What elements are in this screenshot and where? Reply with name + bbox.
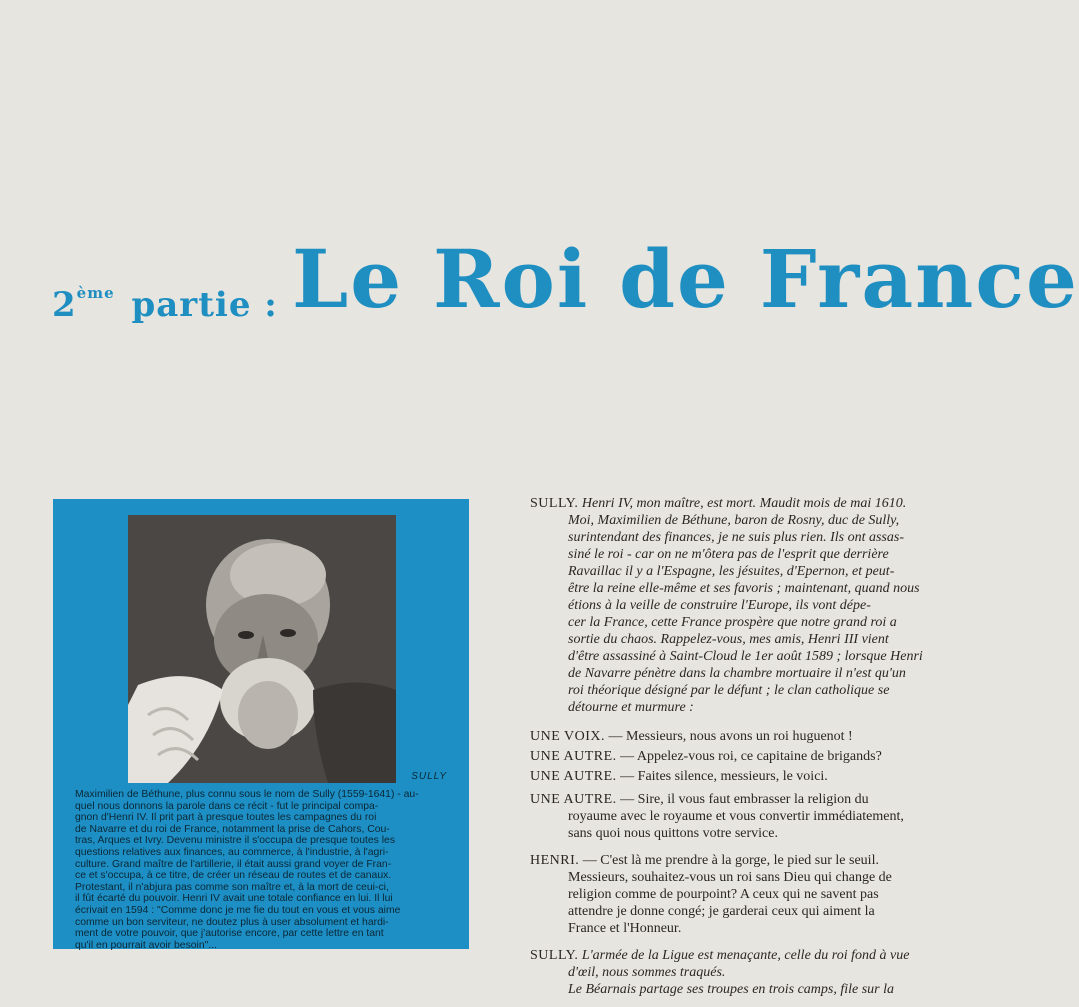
bio-line: de Navarre et du roi de France, notamment la prise de Cahors, Cou- bbox=[75, 823, 390, 835]
dialogue-line: surintendant des finances, je ne suis plus rien. Ils ont assas- bbox=[568, 530, 904, 545]
speaker-label: HENRI. bbox=[530, 853, 580, 868]
speaker-label: UNE AUTRE. bbox=[530, 749, 617, 764]
part-label: 2ème partie : bbox=[52, 284, 278, 325]
dialogue-line: détourne et murmure : bbox=[568, 700, 694, 715]
bio-line: ce et s'occupa, à ce titre, de créer un réseau de routes et de canaux. bbox=[75, 870, 392, 882]
speaker-label: SULLY. bbox=[530, 948, 579, 963]
dialogue-line: — Sire, il vous faut embrasser la religion du bbox=[620, 792, 869, 807]
bio-line: qu'il en pourrait avoir besoin"... bbox=[75, 939, 217, 951]
sully-portrait bbox=[128, 515, 396, 783]
dialogue-line: France et l'Honneur. bbox=[568, 921, 682, 936]
title-main: Le Roi de France bbox=[292, 232, 1079, 326]
dialogue-line: Ravaillac il y a l'Espagne, les jésuites, d'Epernon, et peut- bbox=[568, 564, 895, 579]
bio-line: ment de votre pouvoir, que j'autorise encore, par cette lettre en tant bbox=[75, 928, 384, 940]
bio-line: tras, Arques et Ivry. Devenu ministre il s'occupa de presque toutes les bbox=[75, 835, 396, 847]
dialogue-line: roi théorique désigné par le défunt ; le clan catholique se bbox=[568, 683, 890, 698]
dialogue-line: — Messieurs, nous avons un roi huguenot ! bbox=[608, 729, 853, 744]
dialogue-line: d'œil, nous sommes traqués. bbox=[568, 965, 726, 980]
dialogue-entry bbox=[530, 791, 950, 842]
bio-line: questions relatives aux finances, au commerce, à l'industrie, à l'agri- bbox=[75, 846, 389, 858]
bio-line: Protestant, il n'abjura pas comme son maître et, à la mort de ceui-ci, bbox=[75, 881, 389, 893]
dialogue-line: Le Béarnais partage ses troupes en trois camps, file sur la bbox=[568, 982, 895, 997]
dialogue-line: être la reine elle-même et ses favoris ; maintenant, quand nous bbox=[568, 581, 920, 596]
dialogue-line: religion comme de pourpoint? A ceux qui ne savent pas bbox=[568, 887, 879, 902]
dialogue-line: — Faites silence, messieurs, le voici. bbox=[620, 769, 828, 784]
speaker-label: UNE VOIX. bbox=[530, 729, 606, 744]
biography-text bbox=[75, 789, 451, 951]
dialogue-entry bbox=[530, 495, 950, 716]
bio-line: il fût écarté du pouvoir. Henri IV avait une totale confiance en lui. Il lui bbox=[75, 893, 393, 905]
dialogue-line: d'être assassiné à Saint-Cloud le 1er août 1589 ; lorsque Henri bbox=[568, 649, 923, 664]
bio-line: écrivait en 1594 : "Comme donc je me fie du tout en vous et vous aime bbox=[75, 904, 401, 916]
dialogue-line: sortie du chaos. Rappelez-vous, mes amis, Henri III vient bbox=[568, 632, 889, 647]
dialogue-line: — C'est là me prendre à la gorge, le pied sur le seuil. bbox=[582, 853, 879, 868]
portrait-caption: SULLY bbox=[411, 771, 447, 782]
dialogue-line: L'armée de la Ligue est menaçante, celle du roi fond à vue bbox=[581, 948, 910, 963]
dialogue-entry bbox=[530, 768, 950, 785]
dialogue-line: attendre je donne congé; je garderai ceux qui aiment la bbox=[568, 904, 875, 919]
bio-line: gnon d'Henri IV. Il prit part à presque toutes les campagnes du roi bbox=[75, 812, 377, 824]
dialogue-entry bbox=[530, 728, 950, 745]
dialogue-line: — Appelez-vous roi, ce capitaine de brigands? bbox=[620, 749, 882, 764]
speaker-label: UNE AUTRE. bbox=[530, 792, 617, 807]
dialogue-line: royaume avec le royaume et vous convertir immédiatement, bbox=[568, 809, 904, 824]
dialogue-line: Messieurs, souhaitez-vous un roi sans Dieu qui change de bbox=[568, 870, 892, 885]
bio-line: Maximilien de Béthune, plus connu sous le nom de Sully (1559-1641) - au- bbox=[75, 789, 419, 800]
dialogue-line: siné le roi - car on ne m'ôtera pas de l'esprit que derrière bbox=[568, 547, 889, 562]
bio-line: culture. Grand maître de l'artillerie, il était aussi grand voyer de Fran- bbox=[75, 858, 392, 870]
dialogue-line: Henri IV, mon maître, est mort. Maudit mois de mai 1610. bbox=[581, 496, 907, 511]
section-title bbox=[52, 232, 1079, 342]
bio-line: quel nous donnons la parole dans ce récit - fut le principal compa- bbox=[75, 800, 379, 812]
dialogue-line: de Navarre pénètre dans la chambre mortuaire il n'est qu'un bbox=[568, 666, 906, 681]
bio-line: comme un bon serviteur, ne doutez plus à user absolument et hardi- bbox=[75, 916, 389, 928]
dialogue-line: étions à la veille de construire l'Europe, ils vont dépe- bbox=[568, 598, 871, 613]
dialogue-line: cer la France, cette France prospère que notre grand roi a bbox=[568, 615, 897, 630]
dialogue-entry bbox=[530, 947, 950, 998]
dialogue-entry bbox=[530, 852, 950, 937]
speaker-label: SULLY. bbox=[530, 496, 579, 511]
dialogue-entry bbox=[530, 748, 950, 765]
speaker-label: UNE AUTRE. bbox=[530, 769, 617, 784]
dialogue-line: sans quoi nous quittons votre service. bbox=[568, 826, 778, 841]
portrait-illustration bbox=[128, 515, 396, 783]
biography-box bbox=[53, 499, 469, 949]
dialogue-line: Moi, Maximilien de Béthune, baron de Rosny, duc de Sully, bbox=[568, 513, 900, 528]
dialogue-column bbox=[530, 495, 950, 1007]
